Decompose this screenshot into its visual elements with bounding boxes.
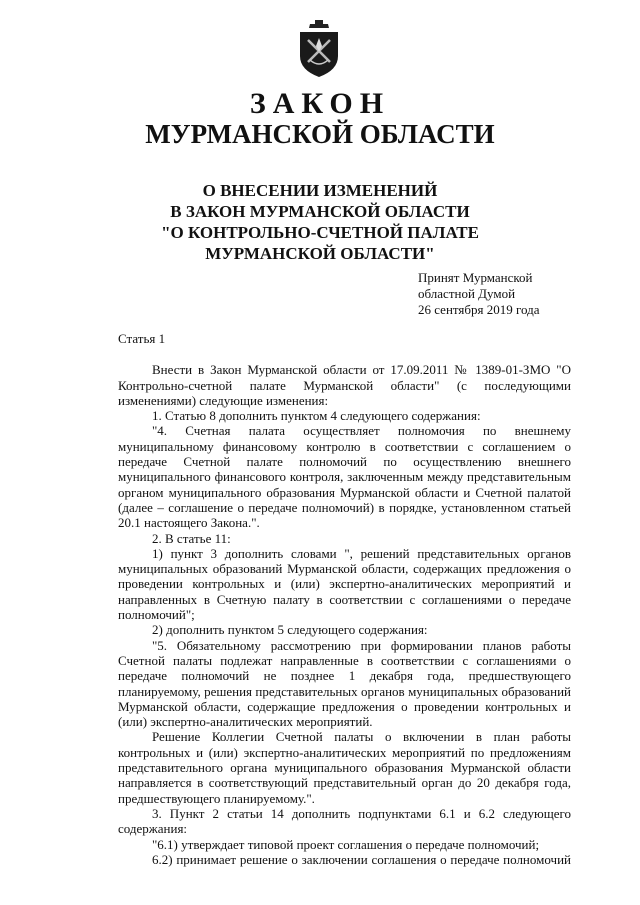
adoption-note	[418, 270, 598, 318]
paragraph: "6.1) утверждает типовой проект соглашения о передаче полномочий;	[152, 836, 540, 852]
adoption-date: 26 сентября 2019 года	[418, 302, 540, 317]
paragraph: "5. Обязательному рассмотрению при формировании планов работы Счетной палаты подлежат направленные в соответствии с соглашениями о передаче полномочий не позднее 1 декабря года, предшествующего планируемому, решения представительных органов муниципальных образований Мурманской области, содержащие предложения о проведении контрольных и (или) экспертно-аналитических мероприятий.	[118, 637, 571, 730]
document-title-law: ЗАКОН	[249, 87, 391, 120]
paragraph: 1. Статью 8 дополнить пунктом 4 следующего содержания:	[152, 408, 481, 424]
subtitle-line: МУРМАНСКОЙ ОБЛАСТИ"	[205, 244, 435, 263]
subtitle-line: "О КОНТРОЛЬНО-СЧЕТНОЙ ПАЛАТЕ	[161, 223, 479, 242]
subtitle-line: О ВНЕСЕНИИ ИЗМЕНЕНИЙ	[202, 181, 438, 200]
paragraph: "4. Счетная палата осуществляет полномочия по внешнему муниципальному финансовому контролю в соответствии с соглашением о передаче Счетной палате полномочий по осуществлению внешнего муниципального финансового контроля, заключенным между представительным органом муниципального образования Мурманской области и Счетной палатой (далее – соглашение о передаче полномочий) в порядке, установленном статьей 20.1 настоящего Закона.".	[118, 423, 571, 531]
adoption-line: Принят Мурманской	[418, 270, 533, 285]
paragraph: 6.2) принимает решение о заключении соглашения о передаче полномочий	[152, 851, 571, 867]
paragraph: 2) дополнить пунктом 5 следующего содержания:	[152, 622, 428, 638]
document-subtitle	[0, 180, 640, 264]
article-heading: Статья 1	[118, 331, 166, 346]
document-body	[118, 331, 571, 867]
paragraph: Решение Коллегии Счетной палаты о включении в план работы контрольных и (или) экспертно-аналитических мероприятий по предложениям представительного органа муниципального образования Мурманской области направляется в соответствующий представительный орган до 20 декабря года, предшествующего планируемому.".	[118, 729, 571, 806]
paragraph: 2. В статье 11:	[152, 530, 231, 546]
paragraph: 1) пункт 3 дополнить словами ", решений представительных органов муниципальных образований Мурманской области, содержащих предложения о проведении контрольных и (или) экспертно-аналитических мероприятий и направленных в Счетную палату в соответствии с соглашениями о передаче полномочий";	[118, 545, 571, 623]
paragraph: Внести в Закон Мурманской области от 17.09.2011 № 1389-01-ЗМО "О Контрольно-счетной палате Мурманской области" (с последующими изменениями) следующие изменения:	[118, 362, 571, 408]
adoption-line: областной Думой	[418, 286, 516, 301]
coat-of-arms-icon	[296, 20, 342, 78]
document-title-region: МУРМАНСКОЙ ОБЛАСТИ	[145, 119, 495, 149]
subtitle-line: В ЗАКОН МУРМАНСКОЙ ОБЛАСТИ	[170, 202, 470, 221]
paragraph: 3. Пункт 2 статьи 14 дополнить подпунктами 6.1 и 6.2 следующего содержания:	[118, 805, 571, 837]
